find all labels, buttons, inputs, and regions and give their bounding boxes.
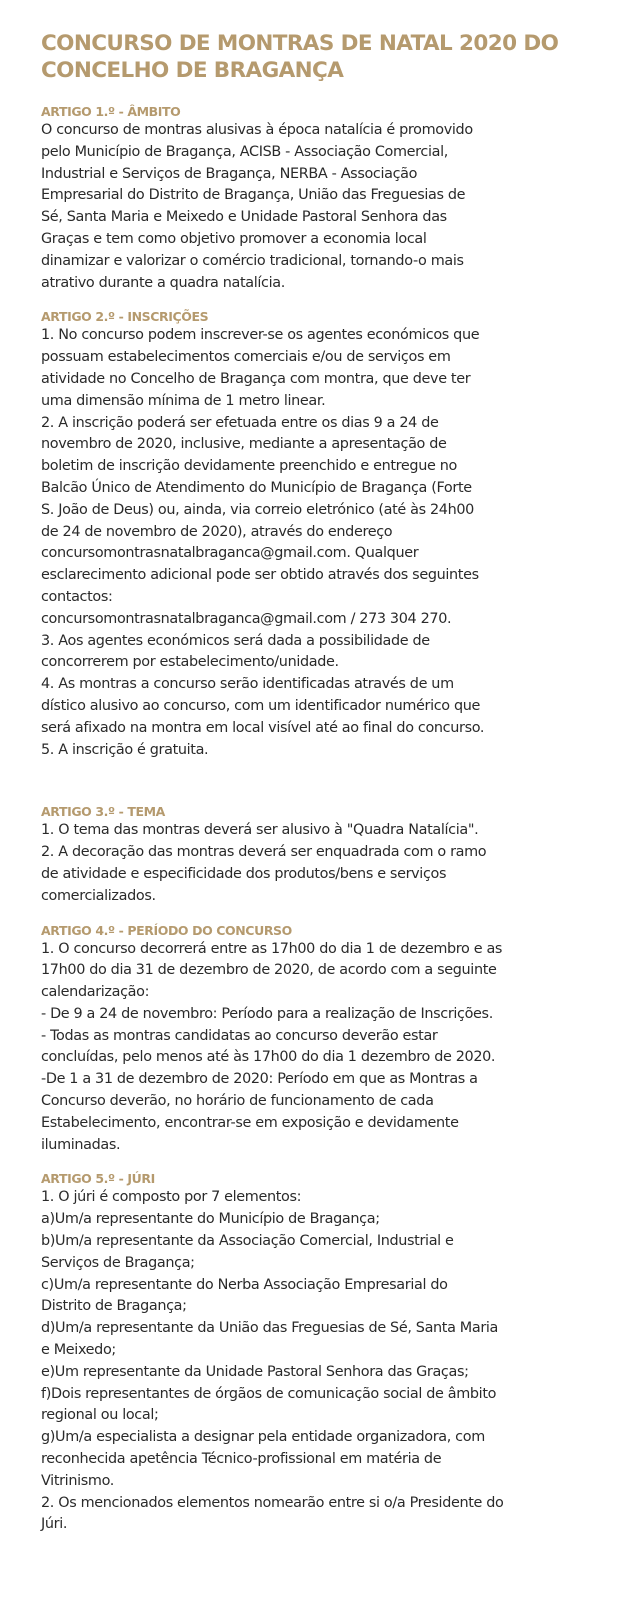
article-body xyxy=(41,820,621,907)
article-body xyxy=(41,1187,621,1536)
article-heading: ARTIGO 1.º - ÂMBITO xyxy=(41,104,181,119)
article-text-line: 1. O júri é composto por 7 elementos: xyxy=(41,1189,302,1206)
article-text-line: atividade no Concelho de Bragança com montra, que deve ter xyxy=(41,370,471,387)
article-text-line: 1. O tema das montras deverá ser alusivo à "Quadra Natalícia". xyxy=(41,822,479,839)
document-title xyxy=(41,30,621,84)
article-text-line: contactos: xyxy=(41,588,113,605)
article-text-line: Serviços de Bragança; xyxy=(41,1254,195,1271)
article-text-line: -De 1 a 31 de dezembro de 2020: Período em que as Montras a xyxy=(41,1071,478,1088)
article-text-line: pelo Município de Bragança, ACISB - Associação Comercial, xyxy=(41,143,448,160)
article-text-line: de atividade e especificidade dos produtos/bens e serviços xyxy=(41,865,447,882)
article-text-line: 1. No concurso podem inscrever-se os agentes económicos que xyxy=(41,327,480,344)
article-text-line: atrativo durante a quadra natalícia. xyxy=(41,274,285,291)
article-text-line: comercializados. xyxy=(41,887,156,904)
article-text-line: e Meixedo; xyxy=(41,1342,116,1359)
article-text-line: e)Um representante da Unidade Pastoral Senhora das Graças; xyxy=(41,1363,469,1380)
article-body xyxy=(41,939,621,1157)
article-heading: ARTIGO 2.º - INSCRIÇÕES xyxy=(41,309,209,325)
article-text-line: boletim de inscrição devidamente preenchido e entregue no xyxy=(41,458,457,475)
article-text-line: 17h00 do dia 31 de dezembro de 2020, de acordo com a seguinte xyxy=(41,962,497,979)
document-title-line-2: CONCELHO DE BRAGANÇA xyxy=(41,58,344,83)
article-text-line: concursomontrasnatalbraganca@gmail.com / 273 304 270. xyxy=(41,610,452,627)
article-text-line: calendarização: xyxy=(41,984,150,1001)
article-text-line: 2. A inscrição poderá ser efetuada entre os dias 9 a 24 de xyxy=(41,414,439,431)
article-text-line: 5. A inscrição é gratuita. xyxy=(41,741,209,758)
article-text-line: de 24 de novembro de 2020), através do endereço xyxy=(41,523,393,540)
article-4 xyxy=(41,922,621,1157)
article-text-line: Estabelecimento, encontrar-se em exposição e devidamente xyxy=(41,1114,459,1131)
article-text-line: reconhecida apetência Técnico-profissional em matéria de xyxy=(41,1451,442,1468)
article-text-line: regional ou local; xyxy=(41,1407,159,1424)
article-text-line: concorrerem por estabelecimento/unidade. xyxy=(41,654,339,671)
article-text-line: Concurso deverão, no horário de funcionamento de cada xyxy=(41,1093,434,1110)
article-text-line: - De 9 a 24 de novembro: Período para a realização de Inscrições. xyxy=(41,1005,493,1022)
article-text-line: uma dimensão mínima de 1 metro linear. xyxy=(41,392,326,409)
article-text-line: dístico alusivo ao concurso, com um identificador numérico que xyxy=(41,697,481,714)
article-text-line: concursomontrasnatalbraganca@gmail.com. Qualquer xyxy=(41,545,419,562)
article-text-line: Sé, Santa Maria e Meixedo e Unidade Pastoral Senhora das xyxy=(41,209,447,226)
article-heading: ARTIGO 3.º - TEMA xyxy=(41,804,165,820)
article-5 xyxy=(41,1170,621,1536)
article-1 xyxy=(41,103,621,294)
article-heading: ARTIGO 5.º - JÚRI xyxy=(41,1171,155,1187)
article-text-line: 4. As montras a concurso serão identificadas através de um xyxy=(41,676,454,693)
article-text-line: g)Um/a especialista a designar pela entidade organizadora, com xyxy=(41,1429,485,1446)
article-body xyxy=(41,120,621,294)
article-text-line: Empresarial do Distrito de Bragança, União das Freguesias de xyxy=(41,187,466,204)
article-text-line: Distrito de Bragança; xyxy=(41,1298,187,1315)
article-text-line: Júri. xyxy=(41,1516,68,1533)
article-text-line: 3. Aos agentes económicos será dada a possibilidade de xyxy=(41,632,430,649)
article-text-line: c)Um/a representante do Nerba Associação Empresarial do xyxy=(41,1276,448,1293)
article-text-line: d)Um/a representante da União das Freguesias de Sé, Santa Maria xyxy=(41,1320,499,1337)
article-heading: ARTIGO 4.º - PERÍODO DO CONCURSO xyxy=(41,922,292,938)
article-text-line: a)Um/a representante do Município de Bragança; xyxy=(41,1211,380,1228)
article-text-line: possuam estabelecimentos comerciais e/ou de serviços em xyxy=(41,349,451,366)
article-text-line: dinamizar e valorizar o comércio tradicional, tornando-o mais xyxy=(41,252,464,269)
article-text-line: Industrial e Serviços de Bragança, NERBA - Associação xyxy=(41,165,418,182)
article-text-line: f)Dois representantes de órgãos de comunicação social de âmbito xyxy=(41,1385,497,1402)
article-text-line: iluminadas. xyxy=(41,1136,121,1153)
article-text-line: será afixado na montra em local visível até ao final do concurso. xyxy=(41,719,485,736)
article-text-line: 2. Os mencionados elementos nomearão entre si o/a Presidente do xyxy=(41,1494,504,1511)
article-3 xyxy=(41,803,621,907)
article-text-line: Vitrinismo. xyxy=(41,1472,114,1489)
article-text-line: 2. A decoração das montras deverá ser enquadrada com o ramo xyxy=(41,844,487,861)
document-title-line-1: CONCURSO DE MONTRAS DE NATAL 2020 DO xyxy=(41,31,559,56)
article-text-line: 1. O concurso decorrerá entre as 17h00 do dia 1 de dezembro e as xyxy=(41,940,503,957)
article-text-line: esclarecimento adicional pode ser obtido através dos seguintes xyxy=(41,567,479,584)
article-text-line: S. João de Deus) ou, ainda, via correio eletrónico (até às 24h00 xyxy=(41,501,474,518)
article-body xyxy=(41,325,621,761)
article-text-line: concluídas, pelo menos até às 17h00 do dia 1 dezembro de 2020. xyxy=(41,1049,496,1066)
article-text-line: Graças e tem como objetivo promover a economia local xyxy=(41,230,427,247)
article-text-line: novembro de 2020, inclusive, mediante a apresentação de xyxy=(41,436,447,453)
article-text-line: b)Um/a representante da Associação Comercial, Industrial e xyxy=(41,1233,454,1250)
article-2 xyxy=(41,308,621,761)
article-text-line: O concurso de montras alusivas à época natalícia é promovido xyxy=(41,122,473,138)
article-text-line: Balcão Único de Atendimento do Município de Bragança (Forte xyxy=(41,479,472,496)
article-text-line: - Todas as montras candidatas ao concurso deverão estar xyxy=(41,1027,438,1044)
